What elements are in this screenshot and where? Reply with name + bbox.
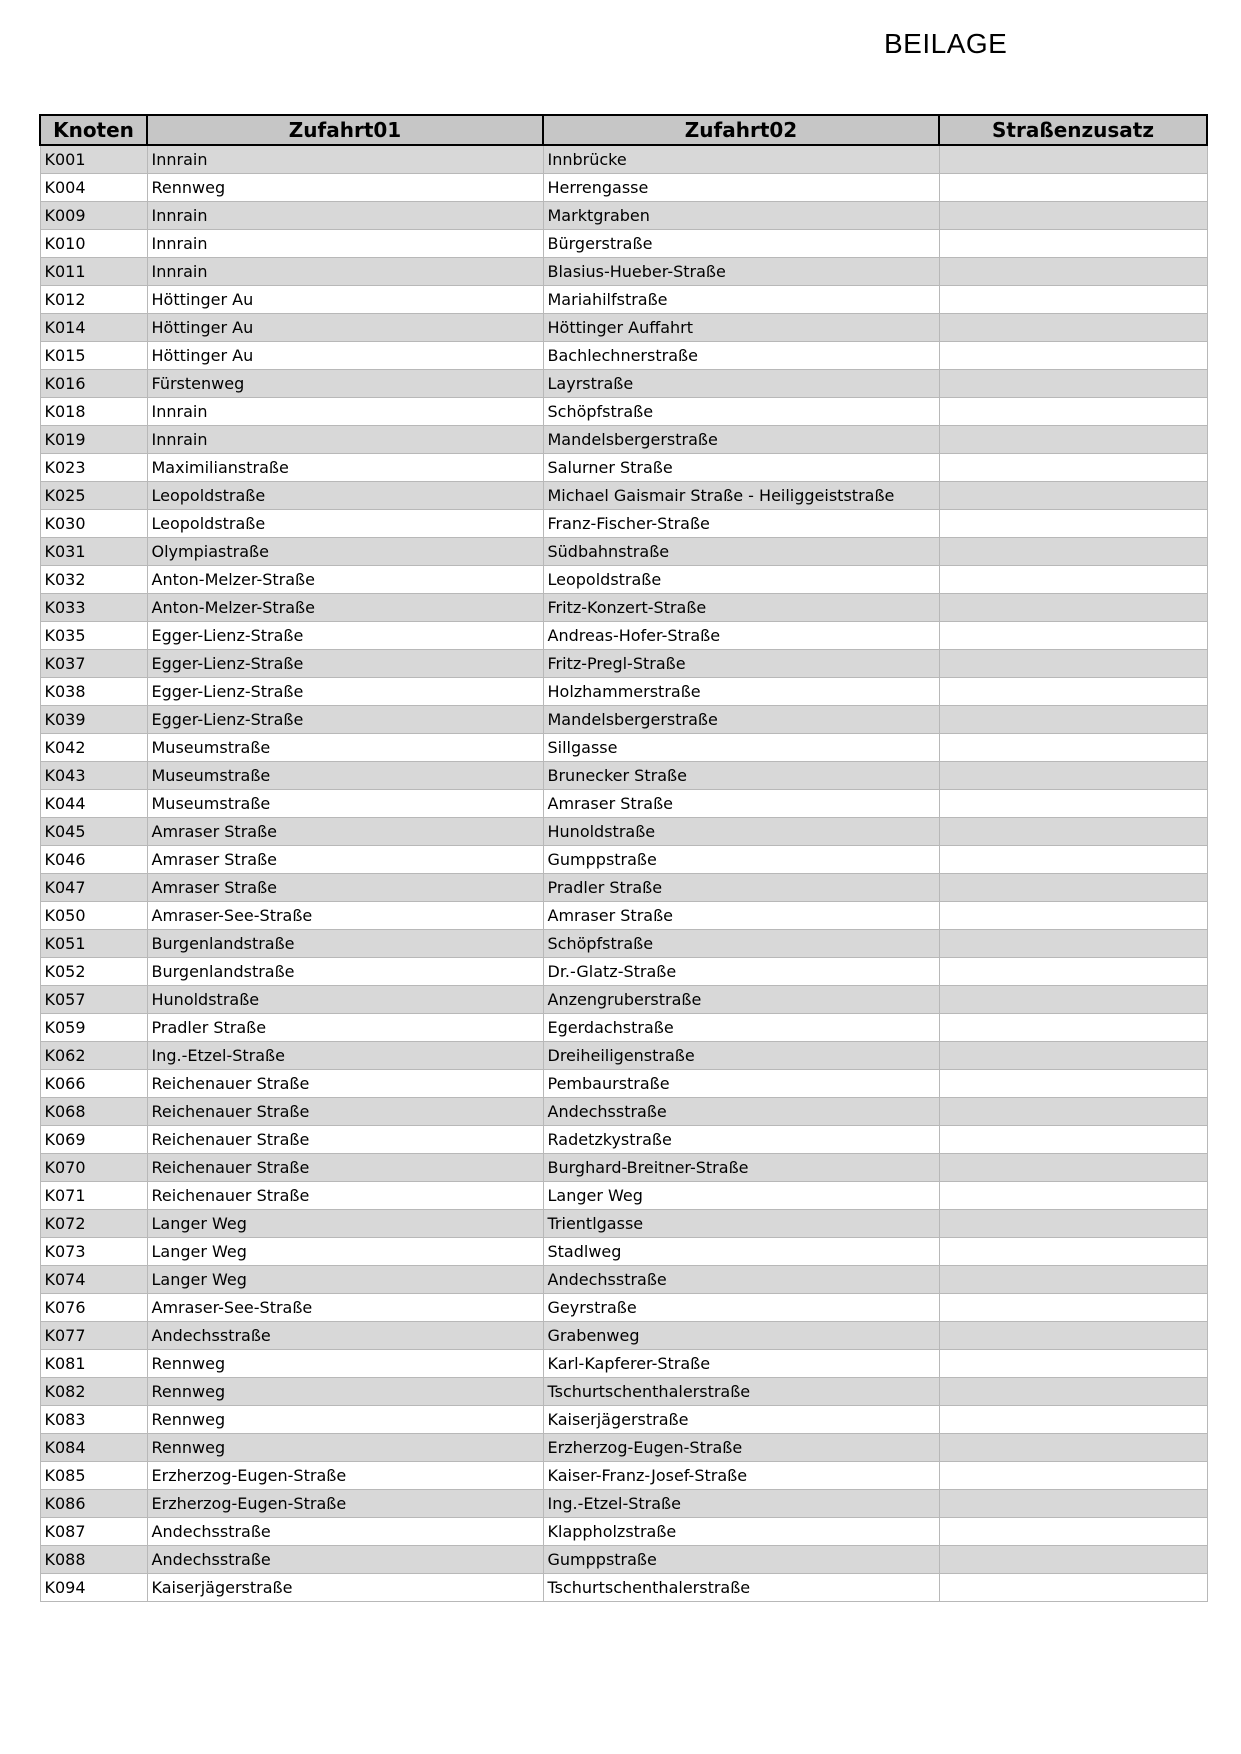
cell-strassenzusatz <box>939 706 1207 734</box>
cell-strassenzusatz <box>939 342 1207 370</box>
cell-zufahrt01: Museumstraße <box>147 734 543 762</box>
cell-zufahrt01: Rennweg <box>147 1350 543 1378</box>
cell-zufahrt01: Fürstenweg <box>147 370 543 398</box>
cell-knoten: K084 <box>40 1434 147 1462</box>
cell-strassenzusatz <box>939 1210 1207 1238</box>
cell-strassenzusatz <box>939 566 1207 594</box>
cell-zufahrt02: Trientlgasse <box>543 1210 939 1238</box>
cell-strassenzusatz <box>939 650 1207 678</box>
cell-zufahrt02: Salurner Straße <box>543 454 939 482</box>
cell-zufahrt01: Erzherzog-Eugen-Straße <box>147 1462 543 1490</box>
cell-strassenzusatz <box>939 482 1207 510</box>
cell-strassenzusatz <box>939 1070 1207 1098</box>
table-row <box>40 1546 1207 1574</box>
cell-strassenzusatz <box>939 622 1207 650</box>
cell-zufahrt02: Schöpfstraße <box>543 930 939 958</box>
cell-zufahrt01: Egger-Lienz-Straße <box>147 678 543 706</box>
cell-zufahrt02: Andechsstraße <box>543 1266 939 1294</box>
cell-knoten: K069 <box>40 1126 147 1154</box>
cell-zufahrt01: Ing.-Etzel-Straße <box>147 1042 543 1070</box>
intersection-table <box>39 114 1208 1602</box>
cell-zufahrt02: Egerdachstraße <box>543 1014 939 1042</box>
table-row <box>40 818 1207 846</box>
cell-strassenzusatz <box>939 1546 1207 1574</box>
table-row <box>40 1238 1207 1266</box>
table-row <box>40 706 1207 734</box>
cell-strassenzusatz <box>939 510 1207 538</box>
cell-strassenzusatz <box>939 874 1207 902</box>
cell-knoten: K059 <box>40 1014 147 1042</box>
cell-zufahrt02: Radetzkystraße <box>543 1126 939 1154</box>
cell-knoten: K057 <box>40 986 147 1014</box>
cell-strassenzusatz <box>939 958 1207 986</box>
cell-zufahrt02: Fritz-Konzert-Straße <box>543 594 939 622</box>
cell-knoten: K068 <box>40 1098 147 1126</box>
cell-zufahrt02: Andechsstraße <box>543 1098 939 1126</box>
cell-zufahrt02: Brunecker Straße <box>543 762 939 790</box>
table-row <box>40 566 1207 594</box>
cell-zufahrt01: Rennweg <box>147 174 543 202</box>
cell-zufahrt01: Amraser Straße <box>147 846 543 874</box>
cell-knoten: K072 <box>40 1210 147 1238</box>
cell-strassenzusatz <box>939 594 1207 622</box>
cell-zufahrt01: Egger-Lienz-Straße <box>147 650 543 678</box>
table-row <box>40 930 1207 958</box>
table-row <box>40 1126 1207 1154</box>
cell-knoten: K033 <box>40 594 147 622</box>
cell-zufahrt01: Anton-Melzer-Straße <box>147 566 543 594</box>
table-row <box>40 1210 1207 1238</box>
cell-strassenzusatz <box>939 1574 1207 1602</box>
cell-strassenzusatz <box>939 258 1207 286</box>
cell-strassenzusatz <box>939 230 1207 258</box>
cell-zufahrt01: Innrain <box>147 230 543 258</box>
cell-zufahrt02: Geyrstraße <box>543 1294 939 1322</box>
cell-zufahrt01: Andechsstraße <box>147 1518 543 1546</box>
cell-strassenzusatz <box>939 1238 1207 1266</box>
cell-zufahrt02: Fritz-Pregl-Straße <box>543 650 939 678</box>
cell-knoten: K074 <box>40 1266 147 1294</box>
cell-knoten: K045 <box>40 818 147 846</box>
cell-zufahrt02: Pembaurstraße <box>543 1070 939 1098</box>
table-row <box>40 454 1207 482</box>
cell-zufahrt02: Südbahnstraße <box>543 538 939 566</box>
cell-zufahrt01: Museumstraße <box>147 762 543 790</box>
cell-zufahrt01: Langer Weg <box>147 1210 543 1238</box>
cell-zufahrt01: Amraser-See-Straße <box>147 902 543 930</box>
cell-zufahrt01: Innrain <box>147 145 543 174</box>
cell-zufahrt02: Kaiserjägerstraße <box>543 1406 939 1434</box>
table-row <box>40 342 1207 370</box>
cell-knoten: K012 <box>40 286 147 314</box>
column-header-zufahrt02: Zufahrt02 <box>543 115 939 145</box>
cell-zufahrt01: Amraser-See-Straße <box>147 1294 543 1322</box>
cell-zufahrt02: Leopoldstraße <box>543 566 939 594</box>
table-row <box>40 1098 1207 1126</box>
table-row <box>40 1462 1207 1490</box>
cell-knoten: K030 <box>40 510 147 538</box>
cell-strassenzusatz <box>939 1098 1207 1126</box>
cell-zufahrt02: Kaiser-Franz-Josef-Straße <box>543 1462 939 1490</box>
cell-strassenzusatz <box>939 1490 1207 1518</box>
cell-knoten: K032 <box>40 566 147 594</box>
cell-zufahrt02: Hunoldstraße <box>543 818 939 846</box>
cell-zufahrt01: Langer Weg <box>147 1238 543 1266</box>
cell-zufahrt02: Holzhammerstraße <box>543 678 939 706</box>
cell-zufahrt02: Sillgasse <box>543 734 939 762</box>
cell-strassenzusatz <box>939 1378 1207 1406</box>
cell-zufahrt01: Reichenauer Straße <box>147 1182 543 1210</box>
table-row <box>40 958 1207 986</box>
cell-zufahrt02: Gumppstraße <box>543 1546 939 1574</box>
cell-knoten: K010 <box>40 230 147 258</box>
cell-zufahrt01: Höttinger Au <box>147 314 543 342</box>
table-row <box>40 202 1207 230</box>
cell-zufahrt01: Olympiastraße <box>147 538 543 566</box>
cell-strassenzusatz <box>939 145 1207 174</box>
cell-zufahrt02: Grabenweg <box>543 1322 939 1350</box>
table-row <box>40 314 1207 342</box>
cell-zufahrt01: Innrain <box>147 202 543 230</box>
cell-zufahrt01: Maximilianstraße <box>147 454 543 482</box>
cell-strassenzusatz <box>939 202 1207 230</box>
cell-knoten: K037 <box>40 650 147 678</box>
cell-knoten: K042 <box>40 734 147 762</box>
cell-zufahrt01: Leopoldstraße <box>147 482 543 510</box>
document-label: BEILAGE <box>884 28 1008 59</box>
cell-zufahrt01: Andechsstraße <box>147 1322 543 1350</box>
cell-strassenzusatz <box>939 398 1207 426</box>
cell-zufahrt02: Erzherzog-Eugen-Straße <box>543 1434 939 1462</box>
cell-zufahrt02: Andreas-Hofer-Straße <box>543 622 939 650</box>
cell-zufahrt01: Reichenauer Straße <box>147 1070 543 1098</box>
cell-knoten: K009 <box>40 202 147 230</box>
cell-strassenzusatz <box>939 986 1207 1014</box>
cell-zufahrt02: Innbrücke <box>543 145 939 174</box>
cell-zufahrt01: Leopoldstraße <box>147 510 543 538</box>
cell-zufahrt01: Pradler Straße <box>147 1014 543 1042</box>
table-row <box>40 902 1207 930</box>
table-row <box>40 1014 1207 1042</box>
cell-zufahrt02: Stadlweg <box>543 1238 939 1266</box>
cell-zufahrt02: Bürgerstraße <box>543 230 939 258</box>
cell-strassenzusatz <box>939 1014 1207 1042</box>
cell-zufahrt02: Michael Gaismair Straße - Heiliggeiststraße <box>543 482 939 510</box>
cell-zufahrt01: Egger-Lienz-Straße <box>147 622 543 650</box>
table-row <box>40 1490 1207 1518</box>
cell-knoten: K071 <box>40 1182 147 1210</box>
cell-knoten: K081 <box>40 1350 147 1378</box>
table-row <box>40 510 1207 538</box>
cell-knoten: K031 <box>40 538 147 566</box>
cell-knoten: K086 <box>40 1490 147 1518</box>
table-row <box>40 398 1207 426</box>
cell-zufahrt02: Karl-Kapferer-Straße <box>543 1350 939 1378</box>
cell-zufahrt01: Kaiserjägerstraße <box>147 1574 543 1602</box>
cell-knoten: K004 <box>40 174 147 202</box>
cell-knoten: K050 <box>40 902 147 930</box>
cell-zufahrt01: Reichenauer Straße <box>147 1098 543 1126</box>
cell-zufahrt01: Innrain <box>147 258 543 286</box>
cell-knoten: K015 <box>40 342 147 370</box>
cell-strassenzusatz <box>939 1294 1207 1322</box>
cell-strassenzusatz <box>939 762 1207 790</box>
cell-zufahrt01: Rennweg <box>147 1378 543 1406</box>
table-body <box>40 145 1207 1602</box>
cell-zufahrt01: Höttinger Au <box>147 342 543 370</box>
cell-zufahrt01: Amraser Straße <box>147 874 543 902</box>
cell-knoten: K076 <box>40 1294 147 1322</box>
table-row <box>40 874 1207 902</box>
cell-zufahrt02: Pradler Straße <box>543 874 939 902</box>
table-row <box>40 230 1207 258</box>
cell-knoten: K085 <box>40 1462 147 1490</box>
cell-zufahrt01: Innrain <box>147 398 543 426</box>
cell-knoten: K082 <box>40 1378 147 1406</box>
table-row <box>40 1434 1207 1462</box>
cell-knoten: K001 <box>40 145 147 174</box>
cell-knoten: K039 <box>40 706 147 734</box>
cell-zufahrt01: Burgenlandstraße <box>147 930 543 958</box>
cell-strassenzusatz <box>939 1406 1207 1434</box>
cell-knoten: K087 <box>40 1518 147 1546</box>
cell-strassenzusatz <box>939 1042 1207 1070</box>
table-row <box>40 1070 1207 1098</box>
column-header-knoten: Knoten <box>40 115 147 145</box>
table-row <box>40 174 1207 202</box>
table-row <box>40 370 1207 398</box>
table-row <box>40 1518 1207 1546</box>
cell-zufahrt02: Layrstraße <box>543 370 939 398</box>
table-row <box>40 790 1207 818</box>
cell-zufahrt01: Innrain <box>147 426 543 454</box>
cell-strassenzusatz <box>939 174 1207 202</box>
table-row <box>40 1406 1207 1434</box>
cell-knoten: K051 <box>40 930 147 958</box>
table-row <box>40 1294 1207 1322</box>
table-row <box>40 678 1207 706</box>
cell-strassenzusatz <box>939 734 1207 762</box>
table-row <box>40 1182 1207 1210</box>
table-row <box>40 1042 1207 1070</box>
cell-strassenzusatz <box>939 930 1207 958</box>
cell-strassenzusatz <box>939 1322 1207 1350</box>
cell-zufahrt02: Herrengasse <box>543 174 939 202</box>
cell-knoten: K038 <box>40 678 147 706</box>
cell-zufahrt02: Tschurtschenthalerstraße <box>543 1574 939 1602</box>
table-row <box>40 594 1207 622</box>
cell-zufahrt01: Reichenauer Straße <box>147 1154 543 1182</box>
cell-zufahrt02: Mandelsbergerstraße <box>543 706 939 734</box>
table-row <box>40 1322 1207 1350</box>
cell-knoten: K014 <box>40 314 147 342</box>
cell-zufahrt02: Mandelsbergerstraße <box>543 426 939 454</box>
cell-zufahrt01: Reichenauer Straße <box>147 1126 543 1154</box>
table-row <box>40 426 1207 454</box>
table-row <box>40 1154 1207 1182</box>
cell-knoten: K023 <box>40 454 147 482</box>
cell-zufahrt02: Blasius-Hueber-Straße <box>543 258 939 286</box>
cell-zufahrt01: Museumstraße <box>147 790 543 818</box>
cell-knoten: K016 <box>40 370 147 398</box>
cell-strassenzusatz <box>939 1462 1207 1490</box>
cell-strassenzusatz <box>939 426 1207 454</box>
table-row <box>40 1266 1207 1294</box>
cell-strassenzusatz <box>939 1182 1207 1210</box>
cell-knoten: K044 <box>40 790 147 818</box>
cell-strassenzusatz <box>939 1350 1207 1378</box>
cell-strassenzusatz <box>939 314 1207 342</box>
table-row <box>40 1378 1207 1406</box>
cell-knoten: K018 <box>40 398 147 426</box>
cell-zufahrt02: Klappholzstraße <box>543 1518 939 1546</box>
table-row <box>40 762 1207 790</box>
cell-strassenzusatz <box>939 1154 1207 1182</box>
cell-knoten: K094 <box>40 1574 147 1602</box>
cell-strassenzusatz <box>939 1266 1207 1294</box>
cell-strassenzusatz <box>939 678 1207 706</box>
cell-zufahrt02: Franz-Fischer-Straße <box>543 510 939 538</box>
cell-strassenzusatz <box>939 818 1207 846</box>
cell-zufahrt02: Tschurtschenthalerstraße <box>543 1378 939 1406</box>
cell-strassenzusatz <box>939 538 1207 566</box>
cell-zufahrt01: Rennweg <box>147 1434 543 1462</box>
cell-knoten: K052 <box>40 958 147 986</box>
column-header-zufahrt01: Zufahrt01 <box>147 115 543 145</box>
cell-knoten: K077 <box>40 1322 147 1350</box>
cell-zufahrt01: Egger-Lienz-Straße <box>147 706 543 734</box>
cell-knoten: K062 <box>40 1042 147 1070</box>
cell-zufahrt02: Schöpfstraße <box>543 398 939 426</box>
table-row <box>40 258 1207 286</box>
cell-strassenzusatz <box>939 454 1207 482</box>
cell-knoten: K019 <box>40 426 147 454</box>
cell-zufahrt01: Hunoldstraße <box>147 986 543 1014</box>
cell-strassenzusatz <box>939 1434 1207 1462</box>
cell-strassenzusatz <box>939 1518 1207 1546</box>
table-row <box>40 482 1207 510</box>
cell-knoten: K073 <box>40 1238 147 1266</box>
cell-zufahrt02: Gumppstraße <box>543 846 939 874</box>
cell-zufahrt02: Amraser Straße <box>543 790 939 818</box>
cell-zufahrt02: Mariahilfstraße <box>543 286 939 314</box>
cell-zufahrt02: Bachlechnerstraße <box>543 342 939 370</box>
table-row <box>40 145 1207 174</box>
cell-strassenzusatz <box>939 902 1207 930</box>
cell-knoten: K047 <box>40 874 147 902</box>
cell-zufahrt02: Burghard-Breitner-Straße <box>543 1154 939 1182</box>
cell-strassenzusatz <box>939 790 1207 818</box>
cell-zufahrt02: Dr.-Glatz-Straße <box>543 958 939 986</box>
cell-strassenzusatz <box>939 1126 1207 1154</box>
table-row <box>40 846 1207 874</box>
table-row <box>40 650 1207 678</box>
cell-knoten: K025 <box>40 482 147 510</box>
cell-strassenzusatz <box>939 370 1207 398</box>
table-row <box>40 1350 1207 1378</box>
cell-zufahrt02: Dreiheiligenstraße <box>543 1042 939 1070</box>
cell-zufahrt01: Burgenlandstraße <box>147 958 543 986</box>
cell-zufahrt02: Langer Weg <box>543 1182 939 1210</box>
cell-knoten: K083 <box>40 1406 147 1434</box>
table-header-row <box>40 115 1207 145</box>
cell-zufahrt02: Amraser Straße <box>543 902 939 930</box>
table-row <box>40 286 1207 314</box>
cell-knoten: K035 <box>40 622 147 650</box>
cell-knoten: K043 <box>40 762 147 790</box>
column-header-strassenzusatz: Straßenzusatz <box>939 115 1207 145</box>
cell-zufahrt02: Ing.-Etzel-Straße <box>543 1490 939 1518</box>
cell-strassenzusatz <box>939 846 1207 874</box>
cell-strassenzusatz <box>939 286 1207 314</box>
cell-knoten: K066 <box>40 1070 147 1098</box>
cell-knoten: K011 <box>40 258 147 286</box>
table-row <box>40 1574 1207 1602</box>
cell-zufahrt01: Langer Weg <box>147 1266 543 1294</box>
table-row <box>40 986 1207 1014</box>
cell-knoten: K088 <box>40 1546 147 1574</box>
table-row <box>40 538 1207 566</box>
cell-zufahrt01: Anton-Melzer-Straße <box>147 594 543 622</box>
table-row <box>40 622 1207 650</box>
cell-zufahrt02: Marktgraben <box>543 202 939 230</box>
cell-zufahrt02: Anzengruberstraße <box>543 986 939 1014</box>
cell-zufahrt01: Amraser Straße <box>147 818 543 846</box>
cell-zufahrt01: Rennweg <box>147 1406 543 1434</box>
cell-zufahrt01: Erzherzog-Eugen-Straße <box>147 1490 543 1518</box>
cell-zufahrt01: Höttinger Au <box>147 286 543 314</box>
cell-zufahrt01: Andechsstraße <box>147 1546 543 1574</box>
table-row <box>40 734 1207 762</box>
cell-zufahrt02: Höttinger Auffahrt <box>543 314 939 342</box>
cell-knoten: K046 <box>40 846 147 874</box>
cell-knoten: K070 <box>40 1154 147 1182</box>
